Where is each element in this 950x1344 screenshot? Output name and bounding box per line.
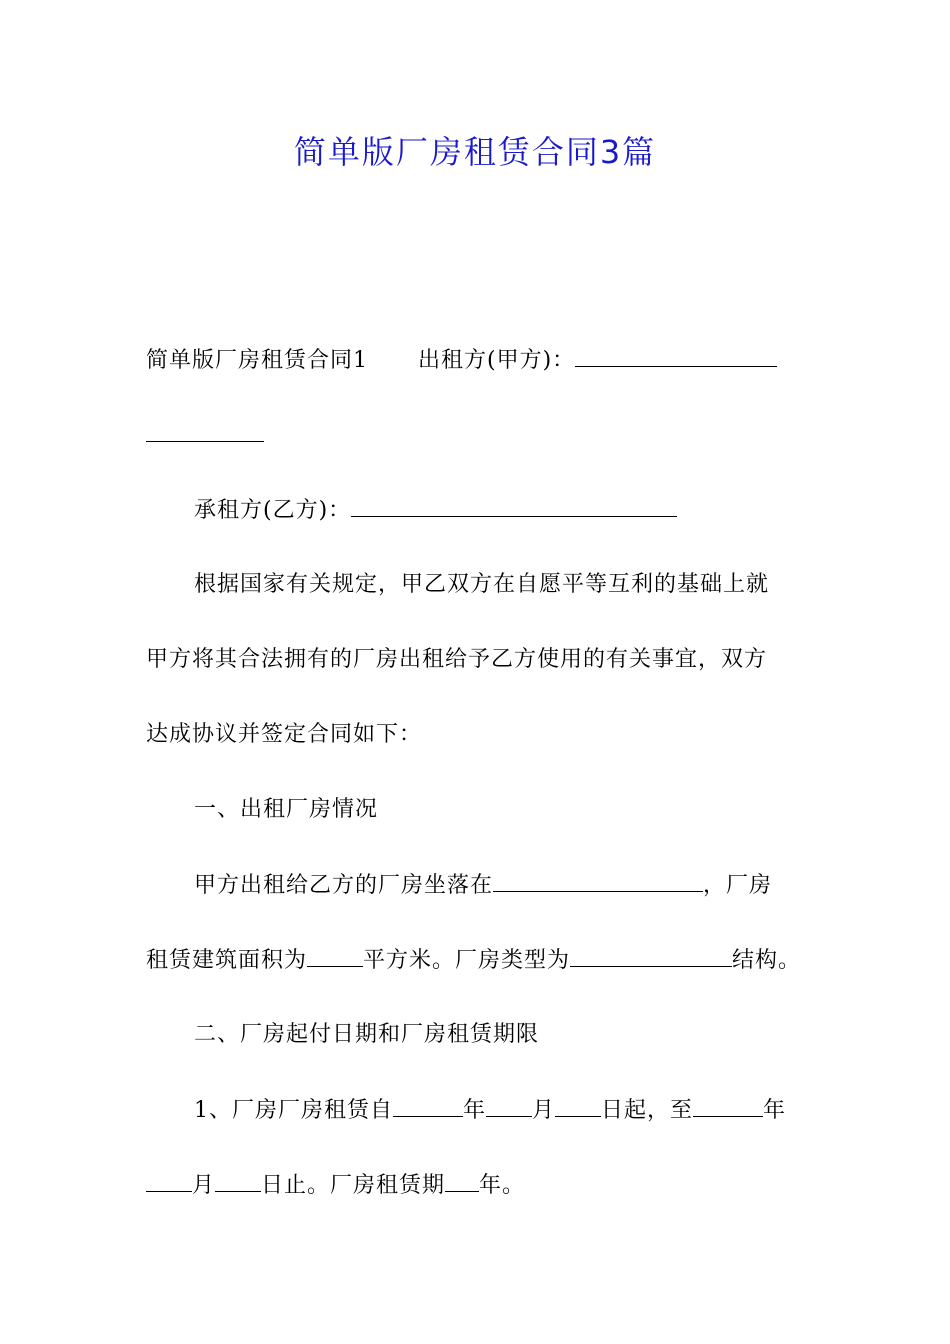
area-line xyxy=(146,944,801,977)
location-suffix: ，厂房 xyxy=(703,873,773,898)
year-label: 年 xyxy=(763,1098,787,1123)
location-line xyxy=(194,869,772,902)
lessee-line xyxy=(194,494,677,527)
term-line xyxy=(194,1094,786,1127)
lessor-blank-continued xyxy=(146,419,264,442)
term-label: 1、厂房厂房租赁自 xyxy=(194,1098,393,1123)
paragraph-line: 甲方将其合法拥有的厂房出租给予乙方使用的有关事宜，双方 xyxy=(146,647,768,672)
day-label: 日起，至 xyxy=(601,1098,694,1123)
contract-subtitle: 简单版厂房租赁合同1 xyxy=(146,348,368,373)
end-day-blank xyxy=(215,1169,261,1192)
lessor-label: 出租方(甲方)： xyxy=(418,348,576,373)
section-heading: 一、出租厂房情况 xyxy=(194,797,379,822)
years-suffix: 年。 xyxy=(479,1173,526,1198)
document-title: 简单版厂房租赁合同3篇 xyxy=(293,133,657,171)
lessor-blank-continued-line xyxy=(146,419,264,452)
term-years-blank xyxy=(445,1169,479,1192)
structure-suffix: 结构。 xyxy=(732,948,802,973)
start-day-blank xyxy=(555,1094,601,1117)
section-heading: 二、厂房起付日期和厂房租赁期限 xyxy=(194,1022,540,1047)
end-label: 日止。厂房租赁期 xyxy=(261,1173,446,1198)
month-label: 月 xyxy=(192,1173,216,1198)
area-label: 租赁建筑面积为 xyxy=(146,948,308,973)
contract-heading-line xyxy=(146,344,777,377)
lessee-label: 承租方(乙方)： xyxy=(194,498,352,523)
term-line xyxy=(146,1169,525,1202)
type-blank xyxy=(570,944,732,967)
lessee-blank xyxy=(351,494,677,517)
year-label: 年 xyxy=(463,1098,487,1123)
paragraph-line: 达成协议并签定合同如下： xyxy=(146,722,423,747)
location-label: 甲方出租给乙方的厂房坐落在 xyxy=(194,873,494,898)
area-blank xyxy=(307,944,363,967)
end-month-blank xyxy=(146,1169,192,1192)
location-blank xyxy=(493,869,703,892)
month-label: 月 xyxy=(532,1098,556,1123)
lessor-blank xyxy=(575,344,777,367)
type-label: 平方米。厂房类型为 xyxy=(363,948,571,973)
start-month-blank xyxy=(486,1094,532,1117)
start-year-blank xyxy=(393,1094,463,1117)
paragraph-line: 根据国家有关规定，甲乙双方在自愿平等互利的基础上就 xyxy=(194,572,770,597)
end-year-blank xyxy=(693,1094,763,1117)
